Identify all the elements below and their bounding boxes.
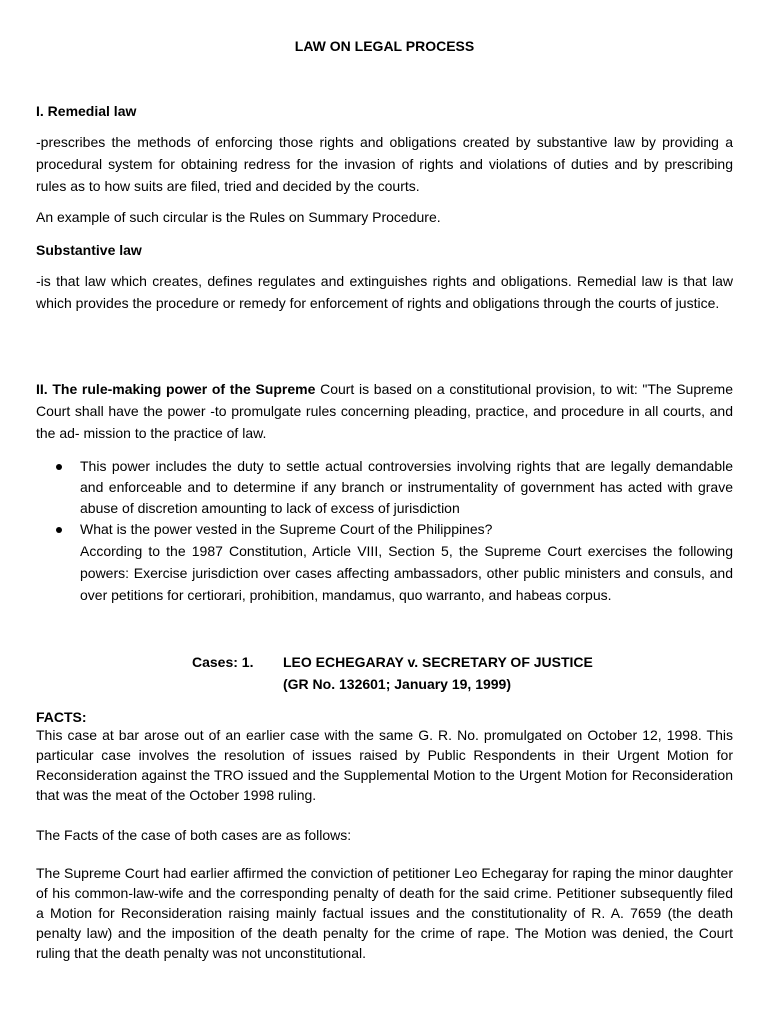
facts-paragraph-1: This case at bar arose out of an earlier case with the same G. R. No. promulgated on October 12, 1998. This particular case involves the resolution of issues raised by Public Respondents in their Urgent Motion for Reconsideration against the TRO issued and the Supplemental Motion to the Urgent Motion for Reconsideration that was the meat of the October 1998 ruling. [36,727,733,803]
rule-making-power-text: Court is based on a constitutional provision, to wit: "The Supreme Court shall have the power -to promulgate rules concerning pleading, practice, and procedure in all courts, and the ad- mission to the practice of law. [36,381,733,441]
remedial-law-heading: I. Remedial law [36,103,137,119]
bullet-question: What is the power vested in the Supreme Court of the Philippines? [80,521,493,537]
remedial-law-definition: -prescribes the methods of enforcing those rights and obligations created by substantive law by providing a procedural system for obtaining redress for the invasion of rights and violations of duties and by prescribing rules as to how suits are filed, tried and decided by the courts. [36,134,733,194]
document-title: LAW ON LEGAL PROCESS [294,38,475,54]
substantive-law-heading: Substantive law [36,242,142,258]
substantive-law-definition: -is that law which creates, defines regulates and extinguishes rights and obligations. Remedial law is that law which provides the procedure or remedy for enforcement of rights and obligations through the courts of justice. [36,273,733,311]
case-gr-number: (GR No. 132601; January 19, 1999) [283,676,512,692]
bullet-text: This power includes the duty to settle actual controversies involving rights that are legally demandable and enforceable and to determine if any branch or instrumentality of government has acted with grave abuse of discretion amounting to lack of excess of jurisdiction [80,458,733,516]
list-item [36,456,733,519]
facts-heading: FACTS: [36,709,87,725]
cases-label: Cases: 1. [192,654,254,670]
list-item [36,519,733,606]
rule-making-power-heading: II. The rule-making power of the Supreme [36,381,316,397]
facts-paragraph-3: The Supreme Court had earlier affirmed the conviction of petitioner Leo Echegaray for raping the minor daughter of his common-law-wife and the corresponding penalty of death for the said crime. Petitioner subsequently filed a Motion for Reconsideration raising mainly factual issues and the constitutionality of R. A. 7659 (the death penalty law) and the imposition of the death penalty for the crime of rape. The Motion was denied, the Court ruling that the death penalty was not unconstitutional. [36,865,733,961]
remedial-law-example: An example of such circular is the Rules on Summary Procedure. [36,209,441,225]
rule-making-bullets [36,456,733,606]
bullet-answer: According to the 1987 Constitution, Article VIII, Section 5, the Supreme Court exercises the following powers: Exercise jurisdiction over cases affecting ambassadors, other public ministers and consuls, and over petitions for certiorari, prohibition, mandamus, quo warranto, and habeas corpus. [80,543,733,603]
case-title: LEO ECHEGARAY v. SECRETARY OF JUSTICE [283,654,593,670]
bullet-icon [56,527,62,533]
bullet-icon [56,464,62,470]
facts-paragraph-2: The Facts of the case of both cases are as follows: [36,827,352,843]
rule-making-power-paragraph [36,378,733,444]
